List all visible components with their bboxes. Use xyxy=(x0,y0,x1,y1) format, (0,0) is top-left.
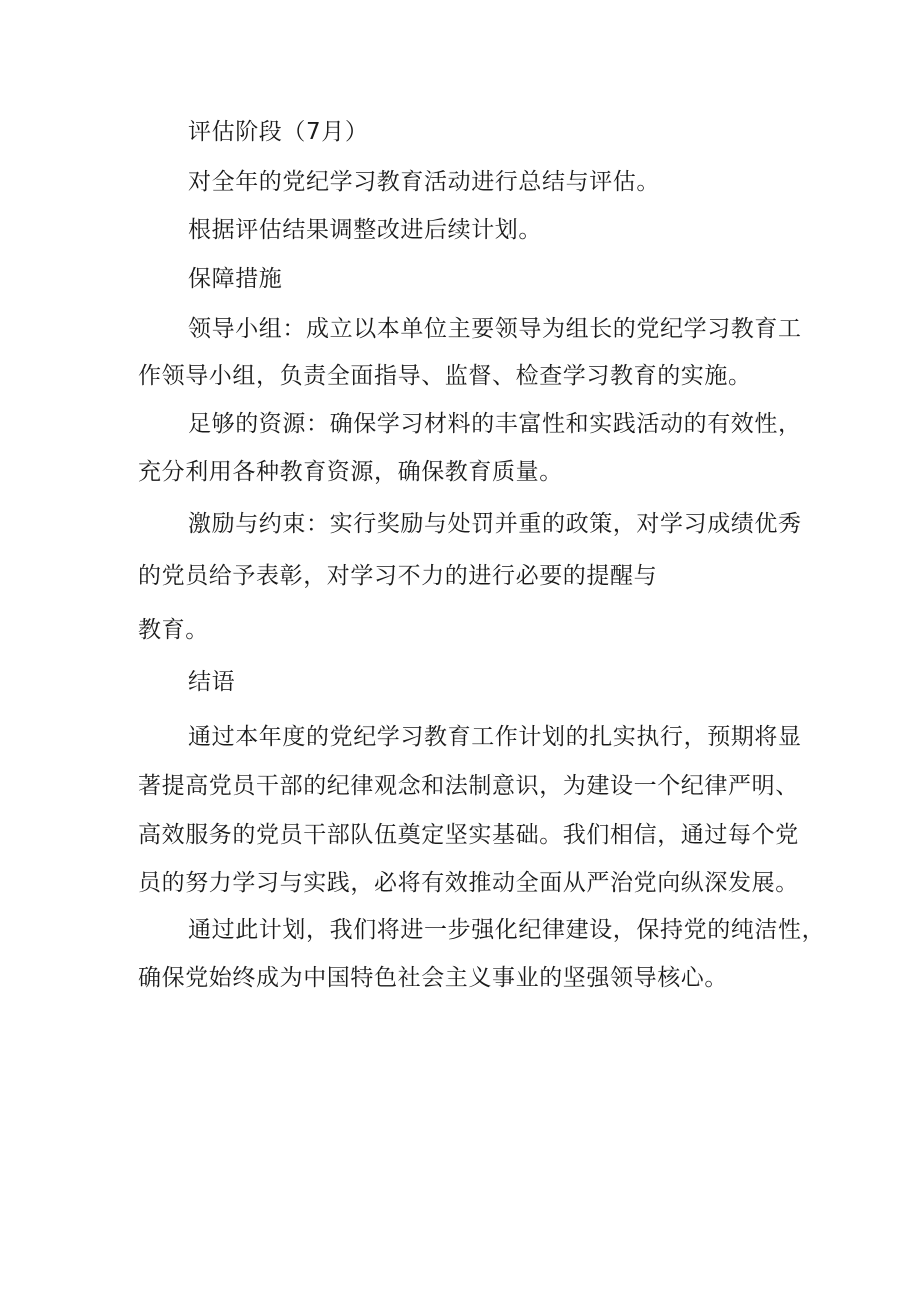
leadership-group-line-1: 领导小组：成立以本单位主要领导为组长的党纪学习教育工 xyxy=(188,316,802,342)
evaluation-paragraph-2: 根据评估结果调整改进后续计划。 xyxy=(188,217,542,243)
safeguard-measures-heading: 保障措施 xyxy=(188,266,283,292)
conclusion-heading: 结语 xyxy=(188,669,236,695)
evaluation-stage-heading: 评估阶段（7月） xyxy=(188,119,369,145)
incentives-line-3: 教育。 xyxy=(138,617,209,643)
conclusion-paragraph-1-line-1: 通过本年度的党纪学习教育工作计划的扎实执行，预期将显 xyxy=(188,724,802,750)
leadership-group-line-2: 作领导小组，负责全面指导、监督、检查学习教育的实施。 xyxy=(138,363,752,389)
evaluation-paragraph-1: 对全年的党纪学习教育活动进行总结与评估。 xyxy=(188,169,660,195)
conclusion-paragraph-1-line-2: 著提高党员干部的纪律观念和法制意识，为建设一个纪律严明、 xyxy=(138,773,799,799)
conclusion-paragraph-1-line-4: 员的努力学习与实践，必将有效推动全面从严治党向纵深发展。 xyxy=(138,870,799,896)
conclusion-paragraph-2-line-1: 通过此计划，我们将进一步强化纪律建设，保持党的纯洁性， xyxy=(188,917,826,943)
incentives-line-2: 的党员给予表彰，对学习不力的进行必要的提醒与 xyxy=(138,563,658,589)
conclusion-paragraph-1-line-3: 高效服务的党员干部队伍奠定坚实基础。我们相信，通过每个党 xyxy=(138,822,799,848)
resources-line-1: 足够的资源：确保学习材料的丰富性和实践活动的有效性， xyxy=(188,411,802,437)
resources-line-2: 充分利用各种教育资源，确保教育质量。 xyxy=(138,459,563,485)
incentives-line-1: 激励与约束：实行奖励与处罚并重的政策，对学习成绩优秀 xyxy=(188,511,802,537)
conclusion-paragraph-2-line-2: 确保党始终成为中国特色社会主义事业的坚强领导核心。 xyxy=(138,965,728,991)
